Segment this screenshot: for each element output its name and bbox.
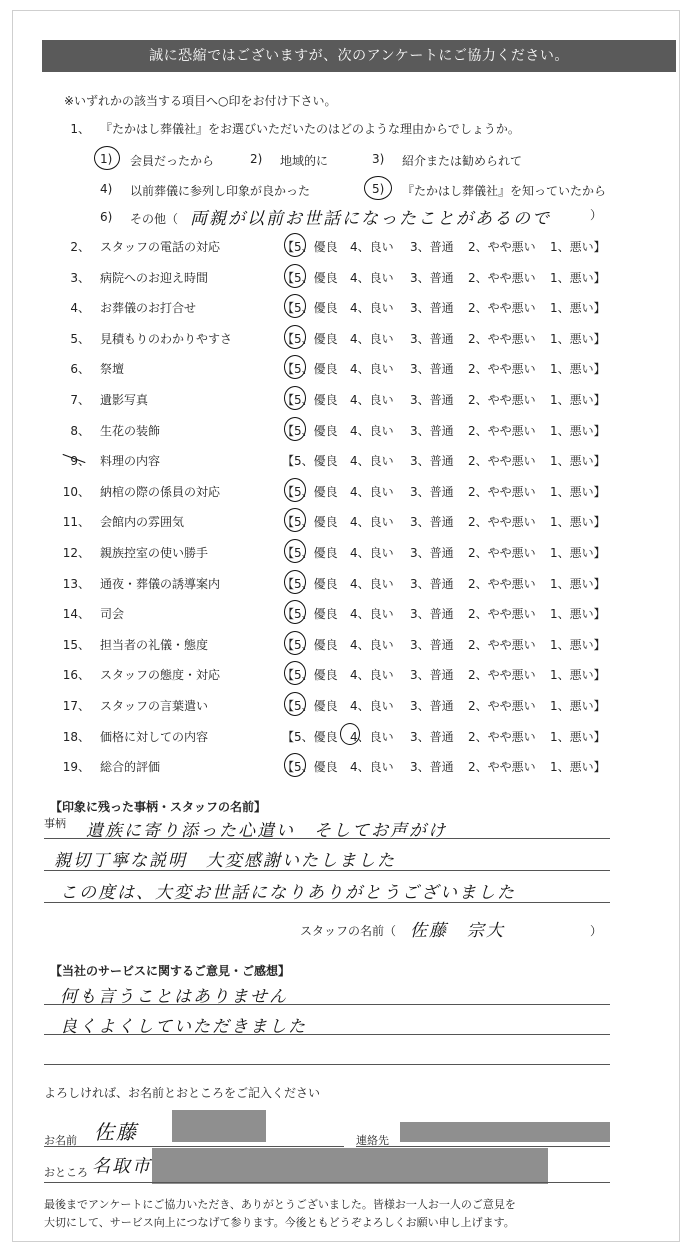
question-19-rating-option-5: 【5、優良 xyxy=(282,760,338,774)
question-2-rating-option-3: 3、普通 xyxy=(410,240,454,254)
q1-option-4-number: 4) xyxy=(100,182,113,196)
rule-line xyxy=(44,1034,610,1035)
question-17-rating-option-4: 4、良い xyxy=(350,699,394,713)
question-15-circle-mark xyxy=(284,631,306,655)
question-5-rating-option-4: 4、良い xyxy=(350,332,394,346)
question-13-rating-option-5: 【5、優良 xyxy=(282,577,338,591)
question-19-text: 総合的評価 xyxy=(100,760,161,774)
question-8-rating-option-3: 3、普通 xyxy=(410,424,454,438)
question-19-rating-option-2: 2、やや悪い xyxy=(468,760,536,774)
question-14-rating-option-3: 3、普通 xyxy=(410,607,454,621)
name-label: お名前 xyxy=(44,1134,77,1147)
question-5-text: 見積もりのわかりやすさ xyxy=(100,332,233,346)
question-3-rating-option-2: 2、やや悪い xyxy=(468,271,536,285)
question-10-rating-option-1: 1、悪い】 xyxy=(550,485,606,499)
question-9-rating-option-2: 2、やや悪い xyxy=(468,454,536,468)
question-16-rating-option-3: 3、普通 xyxy=(410,668,454,682)
question-10-circle-mark xyxy=(284,478,306,502)
question-4-circle-mark xyxy=(284,294,306,318)
question-11-rating-option-2: 2、やや悪い xyxy=(468,515,536,529)
question-17-circle-mark xyxy=(284,692,306,716)
question-6-circle-mark xyxy=(284,355,306,379)
question-3-rating-option-3: 3、普通 xyxy=(410,271,454,285)
question-18-rating-option-5: 【5、優良 xyxy=(282,730,338,744)
question-5-circle-mark xyxy=(284,325,306,349)
question-17-number: 17、 xyxy=(62,699,90,713)
question-2-rating-option-4: 4、良い xyxy=(350,240,394,254)
question-10-rating-option-2: 2、やや悪い xyxy=(468,485,536,499)
question-18-rating-option-2: 2、やや悪い xyxy=(468,730,536,744)
question-15-text: 担当者の礼儀・態度 xyxy=(100,638,209,652)
question-8-number: 8、 xyxy=(70,424,90,438)
question-6-rating-option-1: 1、悪い】 xyxy=(550,362,606,376)
rule-line xyxy=(356,1146,610,1147)
question-6-text: 祭壇 xyxy=(100,362,125,376)
question-16-circle-mark xyxy=(284,661,306,685)
question-3-rating-option-4: 4、良い xyxy=(350,271,394,285)
question-10-rating-option-4: 4、良い xyxy=(350,485,394,499)
opinions-line-2: 良くよくしていただきました xyxy=(60,1017,307,1037)
question-8-text: 生花の装飾 xyxy=(100,424,161,438)
question-11-text: 会館内の雰囲気 xyxy=(100,515,185,529)
question-4-rating-option-1: 1、悪い】 xyxy=(550,301,606,315)
question-9-number: 9、 xyxy=(70,454,90,468)
question-18-rating-option-1: 1、悪い】 xyxy=(550,730,606,744)
question-7-rating-option-4: 4、良い xyxy=(350,393,394,407)
question-14-rating-option-4: 4、良い xyxy=(350,607,394,621)
question-12-circle-mark xyxy=(284,539,306,563)
q1-option-5-number: 5) xyxy=(372,182,385,196)
question-17-text: スタッフの言葉遣い xyxy=(100,699,209,713)
question-17-rating-option-3: 3、普通 xyxy=(410,699,454,713)
question-14-circle-mark xyxy=(284,600,306,624)
question-11-rating-option-5: 【5、優良 xyxy=(282,515,338,529)
question-4-rating-option-4: 4、良い xyxy=(350,301,394,315)
question-4-text: お葬儀のお打合せ xyxy=(100,301,197,315)
question-10-rating-option-5: 【5、優良 xyxy=(282,485,338,499)
question-9-rating-option-3: 3、普通 xyxy=(410,454,454,468)
question-13-rating-option-4: 4、良い xyxy=(350,577,394,591)
footer-line-2: 大切にして、サービス向上につなげて参ります。今後ともどうぞよろしくお願い申し上げます。 xyxy=(44,1216,515,1229)
question-19-rating-option-4: 4、良い xyxy=(350,760,394,774)
question-4-rating-option-3: 3、普通 xyxy=(410,301,454,315)
q1-other-close: ） xyxy=(590,208,603,222)
name-redaction xyxy=(172,1110,266,1142)
question-2-rating-option-5: 【5、優良 xyxy=(282,240,338,254)
question-9-text: 料理の内容 xyxy=(100,454,161,468)
question-7-number: 7、 xyxy=(70,393,90,407)
question-3-circle-mark xyxy=(284,264,306,288)
q1-option-1-circle-mark xyxy=(94,146,120,170)
question-13-circle-mark xyxy=(284,570,306,594)
question-10-text: 納棺の際の係員の対応 xyxy=(100,485,221,499)
question-5-rating-option-5: 【5、優良 xyxy=(282,332,338,346)
q1-option-2-number: 2) xyxy=(250,152,263,166)
question-8-rating-option-4: 4、良い xyxy=(350,424,394,438)
question-5-number: 5、 xyxy=(70,332,90,346)
question-16-number: 16、 xyxy=(62,668,90,682)
staff-name-close: ） xyxy=(590,924,603,938)
question-19-circle-mark xyxy=(284,753,306,777)
question-8-circle-mark xyxy=(284,417,306,441)
impressions-line-2: 親切丁寧な説明 大変感謝いたしました xyxy=(54,851,396,871)
impressions-line-3: この度は、大変お世話になりありがとうございました xyxy=(60,883,516,903)
staff-name-value: 佐藤 宗大 xyxy=(410,921,505,941)
question-3-text: 病院へのお迎え時間 xyxy=(100,271,209,285)
question-13-text: 通夜・葬儀の誘導案内 xyxy=(100,577,221,591)
rule-line xyxy=(44,838,610,839)
question-15-rating-option-5: 【5、優良 xyxy=(282,638,338,652)
question-11-rating-option-1: 1、悪い】 xyxy=(550,515,606,529)
opinions-heading: 【当社のサービスに関するご意見・ご感想】 xyxy=(50,964,291,978)
address-redaction xyxy=(152,1148,548,1184)
question-12-rating-option-5: 【5、優良 xyxy=(282,546,338,560)
question-15-rating-option-4: 4、良い xyxy=(350,638,394,652)
question-14-number: 14、 xyxy=(62,607,90,621)
address-value: 名取市 xyxy=(92,1156,152,1177)
question-11-rating-option-3: 3、普通 xyxy=(410,515,454,529)
question-2-circle-mark xyxy=(284,233,306,257)
question-16-rating-option-4: 4、良い xyxy=(350,668,394,682)
question-14-rating-option-1: 1、悪い】 xyxy=(550,607,606,621)
question-12-rating-option-3: 3、普通 xyxy=(410,546,454,560)
q1-option-1-label: 会員だったから xyxy=(130,154,215,168)
address-label: おところ xyxy=(44,1166,88,1179)
question-14-rating-option-2: 2、やや悪い xyxy=(468,607,536,621)
question-9-rating-option-5: 【5、優良 xyxy=(282,454,338,468)
rule-line xyxy=(44,1064,610,1065)
name-value: 佐藤 xyxy=(94,1120,138,1144)
question-3-rating-option-5: 【5、優良 xyxy=(282,271,338,285)
question-18-rating-option-4: 4、良い xyxy=(350,730,394,744)
q1-option-1-number: 1) xyxy=(100,152,113,166)
question-13-rating-option-3: 3、普通 xyxy=(410,577,454,591)
question-14-text: 司会 xyxy=(100,607,125,621)
question-15-rating-option-3: 3、普通 xyxy=(410,638,454,652)
question-18-text: 価格に対しての内容 xyxy=(100,730,209,744)
q1-option-6-label: その他（ xyxy=(130,212,179,226)
header-title: 誠に恐縮ではございますが、次のアンケートにご協力ください。 xyxy=(42,40,676,72)
q1-option-5-circle-mark xyxy=(364,176,392,200)
impressions-heading: 【印象に残った事柄・スタッフの名前】 xyxy=(50,800,267,814)
question-5-rating-option-1: 1、悪い】 xyxy=(550,332,606,346)
question-4-rating-option-5: 【5、優良 xyxy=(282,301,338,315)
question-16-text: スタッフの態度・対応 xyxy=(100,668,221,682)
question-16-rating-option-2: 2、やや悪い xyxy=(468,668,536,682)
question-19-rating-option-1: 1、悪い】 xyxy=(550,760,606,774)
question-17-rating-option-1: 1、悪い】 xyxy=(550,699,606,713)
question-7-rating-option-5: 【5、優良 xyxy=(282,393,338,407)
staff-name-label: スタッフの名前（ xyxy=(300,924,397,938)
q1-other-handwritten: 両親が以前お世話になったことがあるので xyxy=(190,209,551,229)
question-15-rating-option-2: 2、やや悪い xyxy=(468,638,536,652)
question-18-circle-mark xyxy=(340,723,360,745)
question-4-number: 4、 xyxy=(70,301,90,315)
question-19-rating-option-3: 3、普通 xyxy=(410,760,454,774)
question-12-text: 親族控室の使い勝手 xyxy=(100,546,209,560)
question-8-rating-option-1: 1、悪い】 xyxy=(550,424,606,438)
question-2-text: スタッフの電話の対応 xyxy=(100,240,221,254)
question-14-rating-option-5: 【5、優良 xyxy=(282,607,338,621)
impressions-line-1: 遺族に寄り添った心遣い そしてお声がけ xyxy=(86,821,447,841)
impressions-sub-label: 事柄 xyxy=(44,817,66,830)
rule-line xyxy=(44,902,610,903)
question-11-number: 11、 xyxy=(62,515,90,529)
question-10-number: 10、 xyxy=(62,485,90,499)
question-9-rating-option-4: 4、良い xyxy=(350,454,394,468)
question-8-rating-option-2: 2、やや悪い xyxy=(468,424,536,438)
question-16-rating-option-1: 1、悪い】 xyxy=(550,668,606,682)
question-18-number: 18、 xyxy=(62,730,90,744)
rule-line xyxy=(44,870,610,871)
question-16-rating-option-5: 【5、優良 xyxy=(282,668,338,682)
question-6-rating-option-5: 【5、優良 xyxy=(282,362,338,376)
instruction-note: ※いずれかの該当する項目へ○印をお付け下さい。 xyxy=(64,94,337,108)
question-7-rating-option-1: 1、悪い】 xyxy=(550,393,606,407)
q1-option-3-label: 紹介または勧められて xyxy=(402,154,523,168)
question-4-rating-option-2: 2、やや悪い xyxy=(468,301,536,315)
question-18-rating-option-3: 3、普通 xyxy=(410,730,454,744)
phone-label: 連絡先 xyxy=(356,1134,389,1147)
question-9-rating-option-1: 1、悪い】 xyxy=(550,454,606,468)
question-2-number: 2、 xyxy=(70,240,90,254)
question-6-rating-option-4: 4、良い xyxy=(350,362,394,376)
question-7-circle-mark xyxy=(284,386,306,410)
question-3-rating-option-1: 1、悪い】 xyxy=(550,271,606,285)
question-6-rating-option-3: 3、普通 xyxy=(410,362,454,376)
question-7-rating-option-2: 2、やや悪い xyxy=(468,393,536,407)
rule-line xyxy=(44,1146,344,1147)
question-7-rating-option-3: 3、普通 xyxy=(410,393,454,407)
question-19-number: 19、 xyxy=(62,760,90,774)
question-11-circle-mark xyxy=(284,508,306,532)
question-12-number: 12、 xyxy=(62,546,90,560)
question-2-rating-option-2: 2、やや悪い xyxy=(468,240,536,254)
question-6-number: 6、 xyxy=(70,362,90,376)
q1-option-4-label: 以前葬儀に参列し印象が良かった xyxy=(130,184,311,198)
question-3-number: 3、 xyxy=(70,271,90,285)
question-13-number: 13、 xyxy=(62,577,90,591)
question-11-rating-option-4: 4、良い xyxy=(350,515,394,529)
contact-prompt: よろしければ、お名前とおところをご記入ください xyxy=(44,1086,321,1100)
question-17-rating-option-5: 【5、優良 xyxy=(282,699,338,713)
question-17-rating-option-2: 2、やや悪い xyxy=(468,699,536,713)
question-6-rating-option-2: 2、やや悪い xyxy=(468,362,536,376)
question-15-rating-option-1: 1、悪い】 xyxy=(550,638,606,652)
q1-question: 『たかはし葬儀社』をお選びいただいたのはどのような理由からでしょうか。 xyxy=(100,122,520,136)
opinions-line-1: 何も言うことはありません xyxy=(60,987,288,1007)
q1-option-2-label: 地域的に xyxy=(280,154,329,168)
question-13-rating-option-1: 1、悪い】 xyxy=(550,577,606,591)
footer-line-1: 最後までアンケートにご協力いただき、ありがとうございました。皆様お一人お一人のご意見を xyxy=(44,1198,516,1211)
rule-line xyxy=(44,1004,610,1005)
question-5-rating-option-3: 3、普通 xyxy=(410,332,454,346)
question-2-rating-option-1: 1、悪い】 xyxy=(550,240,606,254)
q1-option-3-number: 3) xyxy=(372,152,385,166)
q1-option-6-number: 6) xyxy=(100,210,113,224)
question-5-rating-option-2: 2、やや悪い xyxy=(468,332,536,346)
question-12-rating-option-2: 2、やや悪い xyxy=(468,546,536,560)
question-12-rating-option-1: 1、悪い】 xyxy=(550,546,606,560)
q1-option-5-label: 『たかはし葬儀社』を知っていたから xyxy=(402,184,607,198)
question-7-text: 遺影写真 xyxy=(100,393,149,407)
question-8-rating-option-5: 【5、優良 xyxy=(282,424,338,438)
question-15-number: 15、 xyxy=(62,638,90,652)
q1-number: 1、 xyxy=(70,122,90,136)
question-10-rating-option-3: 3、普通 xyxy=(410,485,454,499)
phone-redaction xyxy=(400,1122,610,1142)
question-13-rating-option-2: 2、やや悪い xyxy=(468,577,536,591)
rule-line xyxy=(44,1182,610,1183)
question-12-rating-option-4: 4、良い xyxy=(350,546,394,560)
